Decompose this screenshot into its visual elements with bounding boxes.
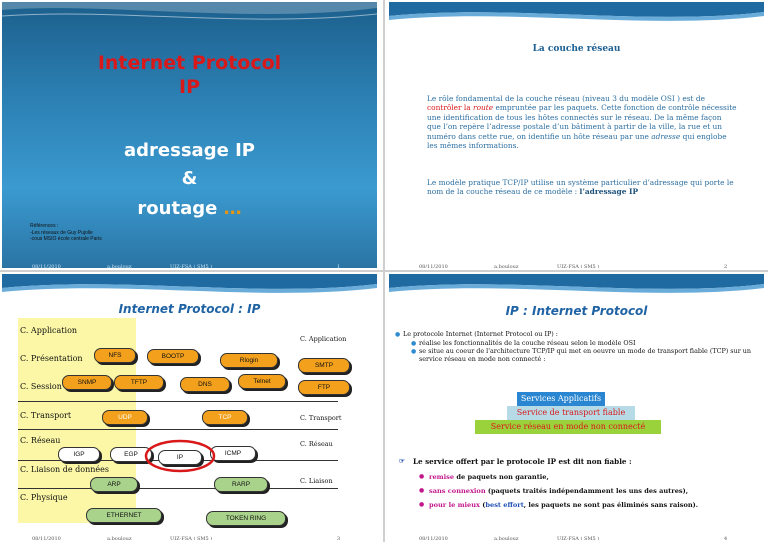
p1-highlight: contrôler la: [427, 103, 474, 113]
bullet-dot: ●: [395, 331, 401, 338]
footer-author: a.boulouz: [494, 264, 519, 268]
routage-dots: …: [223, 198, 242, 219]
slide-wave-decoration: [389, 274, 764, 304]
slide-1-line-ampersand: &: [181, 168, 198, 189]
p1-route: route: [473, 103, 494, 113]
footer-page-number: 1: [337, 264, 341, 268]
footer-date: 08/11/2010: [32, 264, 61, 268]
bullet-dot: ●: [419, 473, 425, 480]
right-label-application: C. Application: [300, 335, 347, 343]
slide-wave-decoration: [389, 2, 764, 32]
layer-separator: [18, 488, 338, 489]
right-label-transport: C. Transport: [300, 414, 342, 422]
horizontal-divider: [0, 270, 768, 272]
slide-2-paragraph-1: [427, 94, 737, 150]
box-ip: IP: [158, 450, 202, 465]
slide-wave-decoration: [2, 274, 377, 304]
box-tcp: TCP: [202, 410, 248, 425]
bullet-dot: ●: [419, 487, 425, 494]
footer-page-number: 4: [724, 536, 728, 540]
slide-3-thumbnail[interactable]: [2, 274, 377, 540]
slide-4-bullet-2: [429, 487, 688, 495]
slide-2-paragraph-2: [427, 178, 737, 197]
bullet-text: (: [479, 501, 486, 509]
footer-course: UIZ-FSA ( SM5 ): [170, 536, 213, 540]
p1-adresse: adresse: [651, 131, 681, 141]
footer-date: 08/11/2010: [419, 264, 448, 268]
reference-item: -Les réseaux de Guy Pujolle: [30, 229, 93, 236]
box-dns: DNS: [180, 377, 230, 392]
footer-course: UIZ-FSA ( SM5 ): [557, 536, 600, 540]
bullet-dot: ●: [411, 348, 417, 355]
layer-label-reseau: C. Réseau: [20, 436, 61, 445]
box-nfs: NFS: [94, 348, 136, 363]
box-ethernet: ETHERNET: [86, 508, 162, 523]
slide-1-thumbnail[interactable]: [2, 2, 377, 268]
slide-2-thumbnail[interactable]: [389, 2, 764, 268]
slide-4-bullet-1: [429, 473, 549, 481]
slide-3-title: Internet Protocol : IP: [118, 302, 261, 316]
layer-separator: [18, 401, 338, 402]
bullet-text: , les paquets ne sont pas éliminés sans raison).: [523, 501, 699, 509]
slide-4-sub-2: se situe au coeur de l'architecture TCP/IP qui met en oeuvre un mode de transport fiable (TCP) sur un service réseau en mode non connecté :: [419, 347, 752, 363]
box-igp: IGP: [58, 447, 100, 462]
box-udp: UDP: [102, 410, 148, 425]
box-telnet: Telnet: [238, 374, 286, 389]
right-label-liaison: C. Liaison: [300, 477, 333, 485]
footer-author: a.boulouz: [494, 536, 519, 540]
footer-page-number: 3: [337, 536, 341, 540]
bullet-highlight: sans connexion: [429, 487, 486, 495]
slide-1-title-line2: IP: [179, 76, 200, 98]
layer-label-application: C. Application: [20, 326, 78, 335]
footer-author: a.boulouz: [107, 264, 132, 268]
box-smtp: SMTP: [298, 358, 350, 373]
layer-label-session: C. Session: [20, 382, 62, 391]
p1-text: empruntée par les paquets. Cette fonction de contrôle nécessite une identification de tous les hôtes connectés sur le réseau. De la même façon que l’on repère l’adresse postale d’un bâtiment à partir de la ville, la rue et un numéro dans cette rue, on identifie un hôte réseau par une: [427, 103, 737, 141]
bullet-highlight: remise: [429, 473, 455, 481]
bullet-highlight: pour le mieux: [429, 501, 480, 509]
footer-author: a.boulouz: [107, 536, 132, 540]
slide-1-line-routage: [2, 198, 377, 219]
slide-4-sub-1: réalise les fonctionnalités de la couche réseau selon le modèle OSI: [419, 339, 636, 347]
footer-page-number: 2: [724, 264, 728, 268]
p1-text: qui englobe les mêmes informations.: [427, 131, 727, 151]
bullet-dot: ●: [411, 340, 417, 347]
layer-label-transport: C. Transport: [20, 411, 72, 420]
box-rarp: RARP: [214, 477, 268, 492]
slide-1-line-adressage: adressage IP: [124, 140, 255, 161]
slide-4-title: IP : Internet Protocol: [505, 304, 648, 318]
box-bootp: BOOTP: [147, 349, 199, 364]
slide-4-service-line: Le service offert par le protocole IP est dit non fiable :: [413, 457, 632, 466]
slide-4-intro: Le protocole Internet (Internet Protocol ou IP) :: [403, 330, 558, 338]
box-services-applicatifs: Services Applicatifs: [517, 392, 605, 406]
p2-text: Le modèle pratique TCP/IP utilise un système particulier d’adressage qui porte le nom de la couche réseau de ce modèle :: [427, 178, 734, 197]
pointer-icon: ☞: [399, 457, 405, 465]
box-icmp: ICMP: [210, 446, 256, 461]
slide-1-references: [30, 223, 102, 243]
routage-text: routage: [137, 198, 218, 219]
box-snmp: SNMP: [62, 375, 112, 390]
box-tftp: TFTP: [114, 375, 164, 390]
box-ftp: FTP: [298, 380, 350, 395]
box-arp: ARP: [90, 477, 138, 492]
footer-course: UIZ-FSA ( SM5 ): [170, 264, 213, 268]
footer-course: UIZ-FSA ( SM5 ): [557, 264, 600, 268]
footer-date: 08/11/2010: [32, 536, 61, 540]
p1-text: Le rôle fondamental de la couche réseau (niveau 3 du modèle OSI ) est de: [427, 94, 705, 103]
slide-4-bullet-3: [429, 501, 698, 509]
right-label-reseau: C. Réseau: [300, 440, 333, 448]
box-rlogin: Rlogin: [220, 353, 278, 368]
bullet-dot: ●: [419, 501, 425, 508]
ip-highlight-circle: [142, 434, 222, 474]
slide-4-thumbnail[interactable]: [389, 274, 764, 540]
footer-date: 08/11/2010: [419, 536, 448, 540]
reference-item: -cous MSIO école centrale Paris: [30, 236, 102, 242]
slide-1-title-line1: Internet Protocol: [97, 52, 282, 74]
layer-label-liaison: C. Liaison de données: [20, 465, 109, 474]
layer-separator: [18, 429, 338, 430]
box-reseau-non-connecte: Service réseau en mode non connecté: [475, 420, 661, 434]
bullet-text: (paquets traités indépendamment les uns des autres),: [485, 487, 689, 495]
box-egp: EGP: [110, 447, 152, 462]
p2-bold: l’adressage IP: [579, 187, 639, 197]
layer-label-presentation: C. Présentation: [20, 354, 83, 363]
slide-wave-decoration: [2, 2, 377, 32]
reference-heading: Références :: [30, 223, 59, 229]
layer-label-physique: C. Physique: [20, 493, 68, 502]
box-transport-fiable: Service de transport fiable: [507, 406, 635, 420]
bullet-text: de paquets non garantie,: [454, 473, 549, 481]
box-token-ring: TOKEN RING: [206, 511, 286, 526]
slide-2-title: La couche réseau: [532, 44, 621, 54]
bullet-highlight-blue: best effort: [485, 501, 524, 509]
